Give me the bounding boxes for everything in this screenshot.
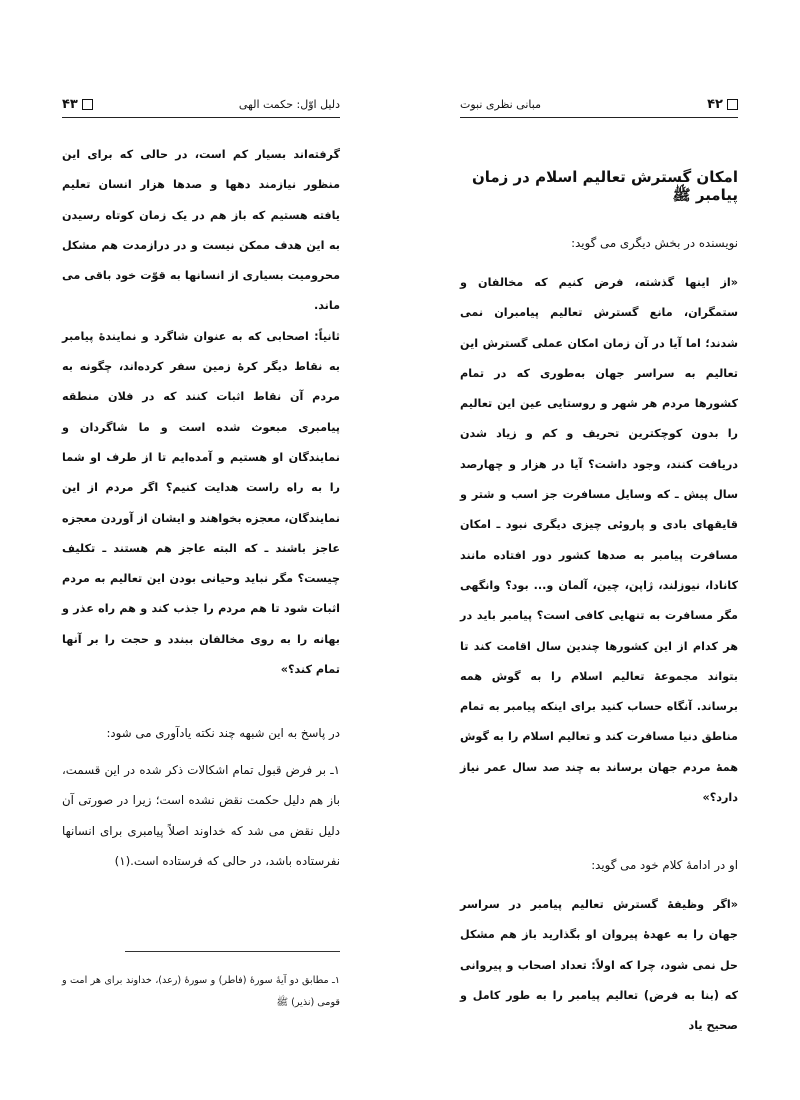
page-number: [62, 97, 93, 112]
footnote-rule: [125, 951, 340, 952]
section-title: امکان گسترش تعالیم اسلام در زمان پیامبر ﷺ: [471, 168, 738, 204]
text-line: «اگر وظیفۀ گسترش تعالیم پیامبر در سراسر جهان را به عهدۀ پیروان او: [460, 898, 738, 942]
running-title: دلیل اوّل: حکمت الهی: [238, 97, 340, 111]
text-line: تنهایی کافی است؟ پیامبر باید در هر کدام از این کشورها چندین سال: [460, 609, 739, 653]
text-line: که خداوند اصلاً پیامبری برای انسانها نفرستاده باشد، در حالی که: [62, 823, 340, 868]
text-line: منطقه پیامبری مبعوث شده است و ما شاگردان و نمایندگان او هستیم و: [62, 390, 340, 464]
text-line: آمده‌ایم تا از طرف او شما را به راه راست هدایت کنیم؟ اگر مردم از این: [62, 450, 340, 495]
running-title: مبانی نظری نبوت: [460, 97, 541, 111]
text-line: «از اینها گذشته، فرض کنیم که مخالفان و ستمگران، مانع گسترش: [460, 276, 738, 320]
answer-paragraph: [62, 755, 340, 876]
left-page: [62, 0, 340, 1100]
text-line: دلیل حکمت نقض نشده است؛ زیرا در صورتی آن دلیل نقض می شد: [62, 793, 340, 838]
text-line: را به روی مخالفان ببندد و حجت را بر آنها تمام کند؟»: [62, 632, 340, 677]
text-line: پیروانی که (بنا به فرض) تعالیم پیامبر را به طور کامل و صحیح یاد: [460, 958, 738, 1033]
text-line: دیگری نبود ـ امکان مسافرت پیامبر به صدها کشور دور افتاده مانند: [460, 518, 738, 562]
page-number-value: ۴۳: [62, 96, 78, 112]
text-line: نمایندگان، معجزه بخواهند و ایشان از آوردن معجزه عاجز باشند ـ که: [62, 511, 340, 555]
quote-paragraph: [62, 140, 340, 685]
intro-line: در پاسخ به این شبهه چند نکته یادآوری می شود:: [106, 726, 340, 740]
square-ornament-icon: [82, 99, 93, 110]
text-line: ثانیاً: اصحابی که به عنوان شاگرد و نمایندۀ پیامبر به نقاط دیگر کرۀ: [62, 329, 340, 374]
text-line: البته عاجز هم هستند ـ تکلیف چیست؟ مگر نباید وحیانی بودن این: [62, 541, 341, 586]
footnote: ۱ـ مطابق دو آیۀ سورۀ (فاطر) و سورۀ (رعد)، خداوند برای هر امت و قومی (نذیر) ﷺ: [62, 975, 340, 1008]
square-ornament-icon: [727, 99, 738, 110]
text-line: اقامت کند تا بتواند مجموعۀ تعالیم اسلام را به گوش همه برساند. آنگاه: [460, 639, 738, 714]
text-line: تعالیم به مردم اثبات شود تا هم مردم را جذب کند و هم راه عذر و بهانه: [62, 572, 340, 646]
text-line: تعالیم پیامبران نمی شدند؛ اما آیا در آن زمان امکان عملی گسترش این: [460, 306, 738, 350]
page-number: [707, 97, 738, 112]
right-page-header: [460, 92, 738, 116]
text-line: زمین سفر کرده‌اند، چگونه به مردم آن نقاط اثبات کنند که در فلان: [62, 360, 340, 404]
text-line: به این هدف ممکن نیست و در درازمدت هم مشکل محرومیت: [62, 238, 340, 283]
header-rule: [62, 117, 340, 118]
text-line: بگذارید باز هم مشکل حل نمی شود، چرا که اولاً: تعداد اصحاب و: [460, 928, 738, 972]
quote-paragraph: [460, 268, 738, 813]
text-line: وسایل مسافرت جز اسب و شتر و قایقهای بادی و پاروئی چیزی: [460, 488, 738, 532]
page-number-value: ۴۲: [707, 96, 723, 112]
left-page-header: [62, 92, 340, 116]
intro-line: نویسنده در بخش دیگری می گوید:: [571, 236, 738, 250]
text-line: اسلام را به گوش همۀ مردم جهان برساند به چند صد سال عمر نیاز دارد؟»: [460, 730, 738, 805]
quote-paragraph: [460, 890, 738, 1041]
text-line: روستایی عین این تعالیم را بدون کوچکترین تحریف و کم و زیاد شدن: [460, 397, 738, 441]
text-line: ۱ـ بر فرض قبول تمام اشکالات ذکر شده در این قسمت، باز هم: [62, 763, 341, 808]
text-line: گرفته‌اند بسیار کم است، در حالی که برای این منظور نیازمند دهها و: [62, 148, 341, 192]
text-line: صدها هزار انسان تعلیم یافته هستیم که باز هم در یک زمان کوتاه رسیدن: [62, 178, 340, 222]
text-line: دریافت کنند، وجود داشت؟ آیا در هزار و چهارصد سال پیش ـ که: [460, 457, 738, 502]
intro-line: او در ادامۀ کلام خود می گوید:: [591, 858, 738, 872]
text-line: کانادا، نیوزلند، ژاپن، چین، آلمان و... بود؟ وانگهی مگر مسافرت به: [460, 578, 738, 623]
text-line: تعالیم به سراسر جهان به‌طوری که در تمام کشورها مردم هر شهر و: [460, 366, 738, 411]
text-line: حساب کنید برای اینکه پیامبر به تمام مناطق دنیا مسافرت کند و تعالیم: [460, 700, 738, 744]
header-rule: [460, 117, 738, 118]
text-line: بسیاری از انسانها به قوّت خود باقی می ماند.: [62, 269, 340, 313]
right-page: [460, 0, 738, 1100]
text-line: فرستاده است.(۱): [114, 853, 204, 868]
